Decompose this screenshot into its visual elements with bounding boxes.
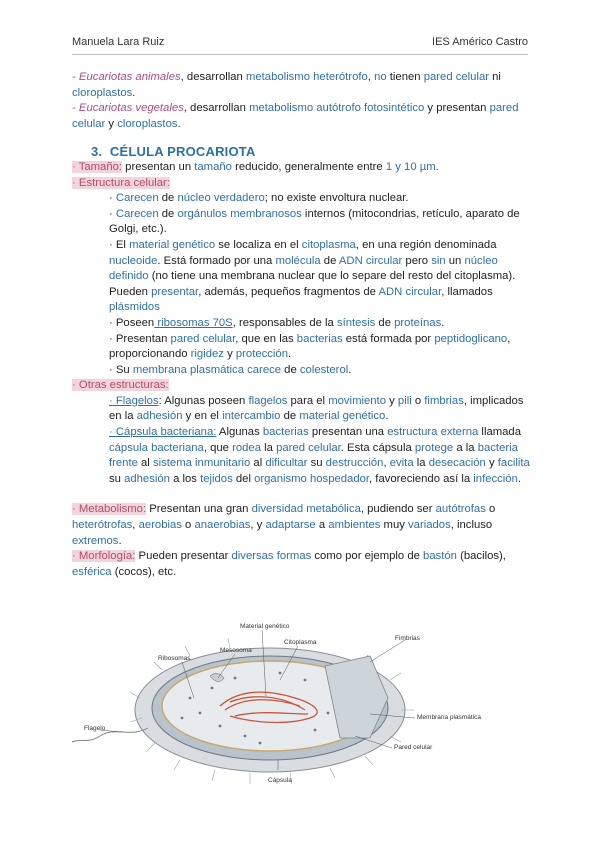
label-flagelo: Flagelo bbox=[84, 725, 106, 732]
estructura-item-6: · Su membrana plasmática carece de colesterol. bbox=[109, 363, 352, 376]
estructura-item-2: · Carecen de orgánulos membranosos internos (mitocondrias, retículo, aparato de Golgi, etc.). bbox=[109, 207, 520, 236]
tamano-paragraph: · Tamaño: presentan un tamaño reducido, generalmente entre 1 y 10 µm. bbox=[72, 160, 439, 173]
metabolismo-paragraph: · Metabolismo: Presentan una gran diversidad metabólica, pudiendo ser autótrofas o heterótrofas, aerobias o anaerobias, y adaptarse a ambientes muy variados, incluso extremos. bbox=[72, 503, 496, 547]
intro-vegetal: - Eucariotas vegetales, desarrollan metabolismo autótrofo fotosintético y presentan pared celular y cloroplastos. bbox=[72, 102, 519, 130]
estructura-item-3: · El material genético se localiza en el citoplasma, en una región denominada nucleoide. Está formado por una molécula de ADN circular pero sin un núcleo definido (no tiene una membrana nuclear que lo separe del resto del citoplasma). Pueden presentar, además, pequeños fragmentos de ADN circular, llamados plásmidos bbox=[109, 238, 516, 314]
intro-animal: - Eucariotas animales, desarrollan metabolismo heterótrofo, no tienen pared celular ni cloroplastos. bbox=[72, 71, 501, 99]
label-ribosomas: Ribosomas bbox=[158, 655, 191, 662]
flagelos-item: · Flagelos: Algunas poseen flagelos para el movimiento y pili o fimbrias, implicados en la adhesión y en el intercambio de material genético. bbox=[109, 394, 524, 423]
estructura-item-5: · Presentan pared celular, que en las bacterias está formada por peptidoglicano, proporcionando rigidez y protección. bbox=[109, 332, 511, 361]
document-body bbox=[72, 70, 532, 580]
prokaryote-cell-diagram bbox=[70, 618, 530, 793]
estructura-item-1: · Carecen de núcleo verdadero; no existe envoltura nuclear. bbox=[109, 192, 409, 205]
estructura-label: · Estructura celular: bbox=[72, 176, 170, 189]
label-fimbrias: Fimbrias bbox=[395, 635, 420, 642]
label-pared: Pared celular bbox=[394, 744, 433, 751]
section-heading: 3. CÉLULA PROCARIOTA bbox=[91, 144, 256, 160]
header-divider bbox=[72, 54, 528, 55]
label-mesosoma: Mesosoma bbox=[220, 647, 252, 654]
capsula-item: · Cápsula bacteriana: Algunas bacterias presentan una estructura externa llamada cápsula bacteriana, que rodea la pared celular. Esta cápsula protege a la bacteria frente al sistema inmunitario al dificultar su destrucción, evita la desecación y facilita su adhesión a los tejidos del organismo hospedador, favoreciendo así la infección. bbox=[109, 426, 530, 485]
estructura-item-4: · Poseen ribosomas 70S, responsables de la síntesis de proteínas. bbox=[109, 316, 445, 329]
label-citoplasma: Citoplasma bbox=[284, 639, 317, 646]
label-capsula: Cápsula bbox=[268, 777, 292, 784]
label-material-genetico: Material genético bbox=[240, 623, 290, 630]
paragraph-gap bbox=[72, 487, 532, 502]
header-school: IES Américo Castro bbox=[432, 36, 528, 48]
otras-label: · Otras estructuras: bbox=[72, 379, 169, 392]
morfologia-paragraph: · Morfología: Pueden presentar diversas formas como por ejemplo de bastón (bacilos), esférica (cocos), etc. bbox=[72, 550, 506, 578]
header-author: Manuela Lara Ruiz bbox=[72, 36, 165, 48]
label-membrana: Membrana plasmática bbox=[417, 714, 481, 721]
